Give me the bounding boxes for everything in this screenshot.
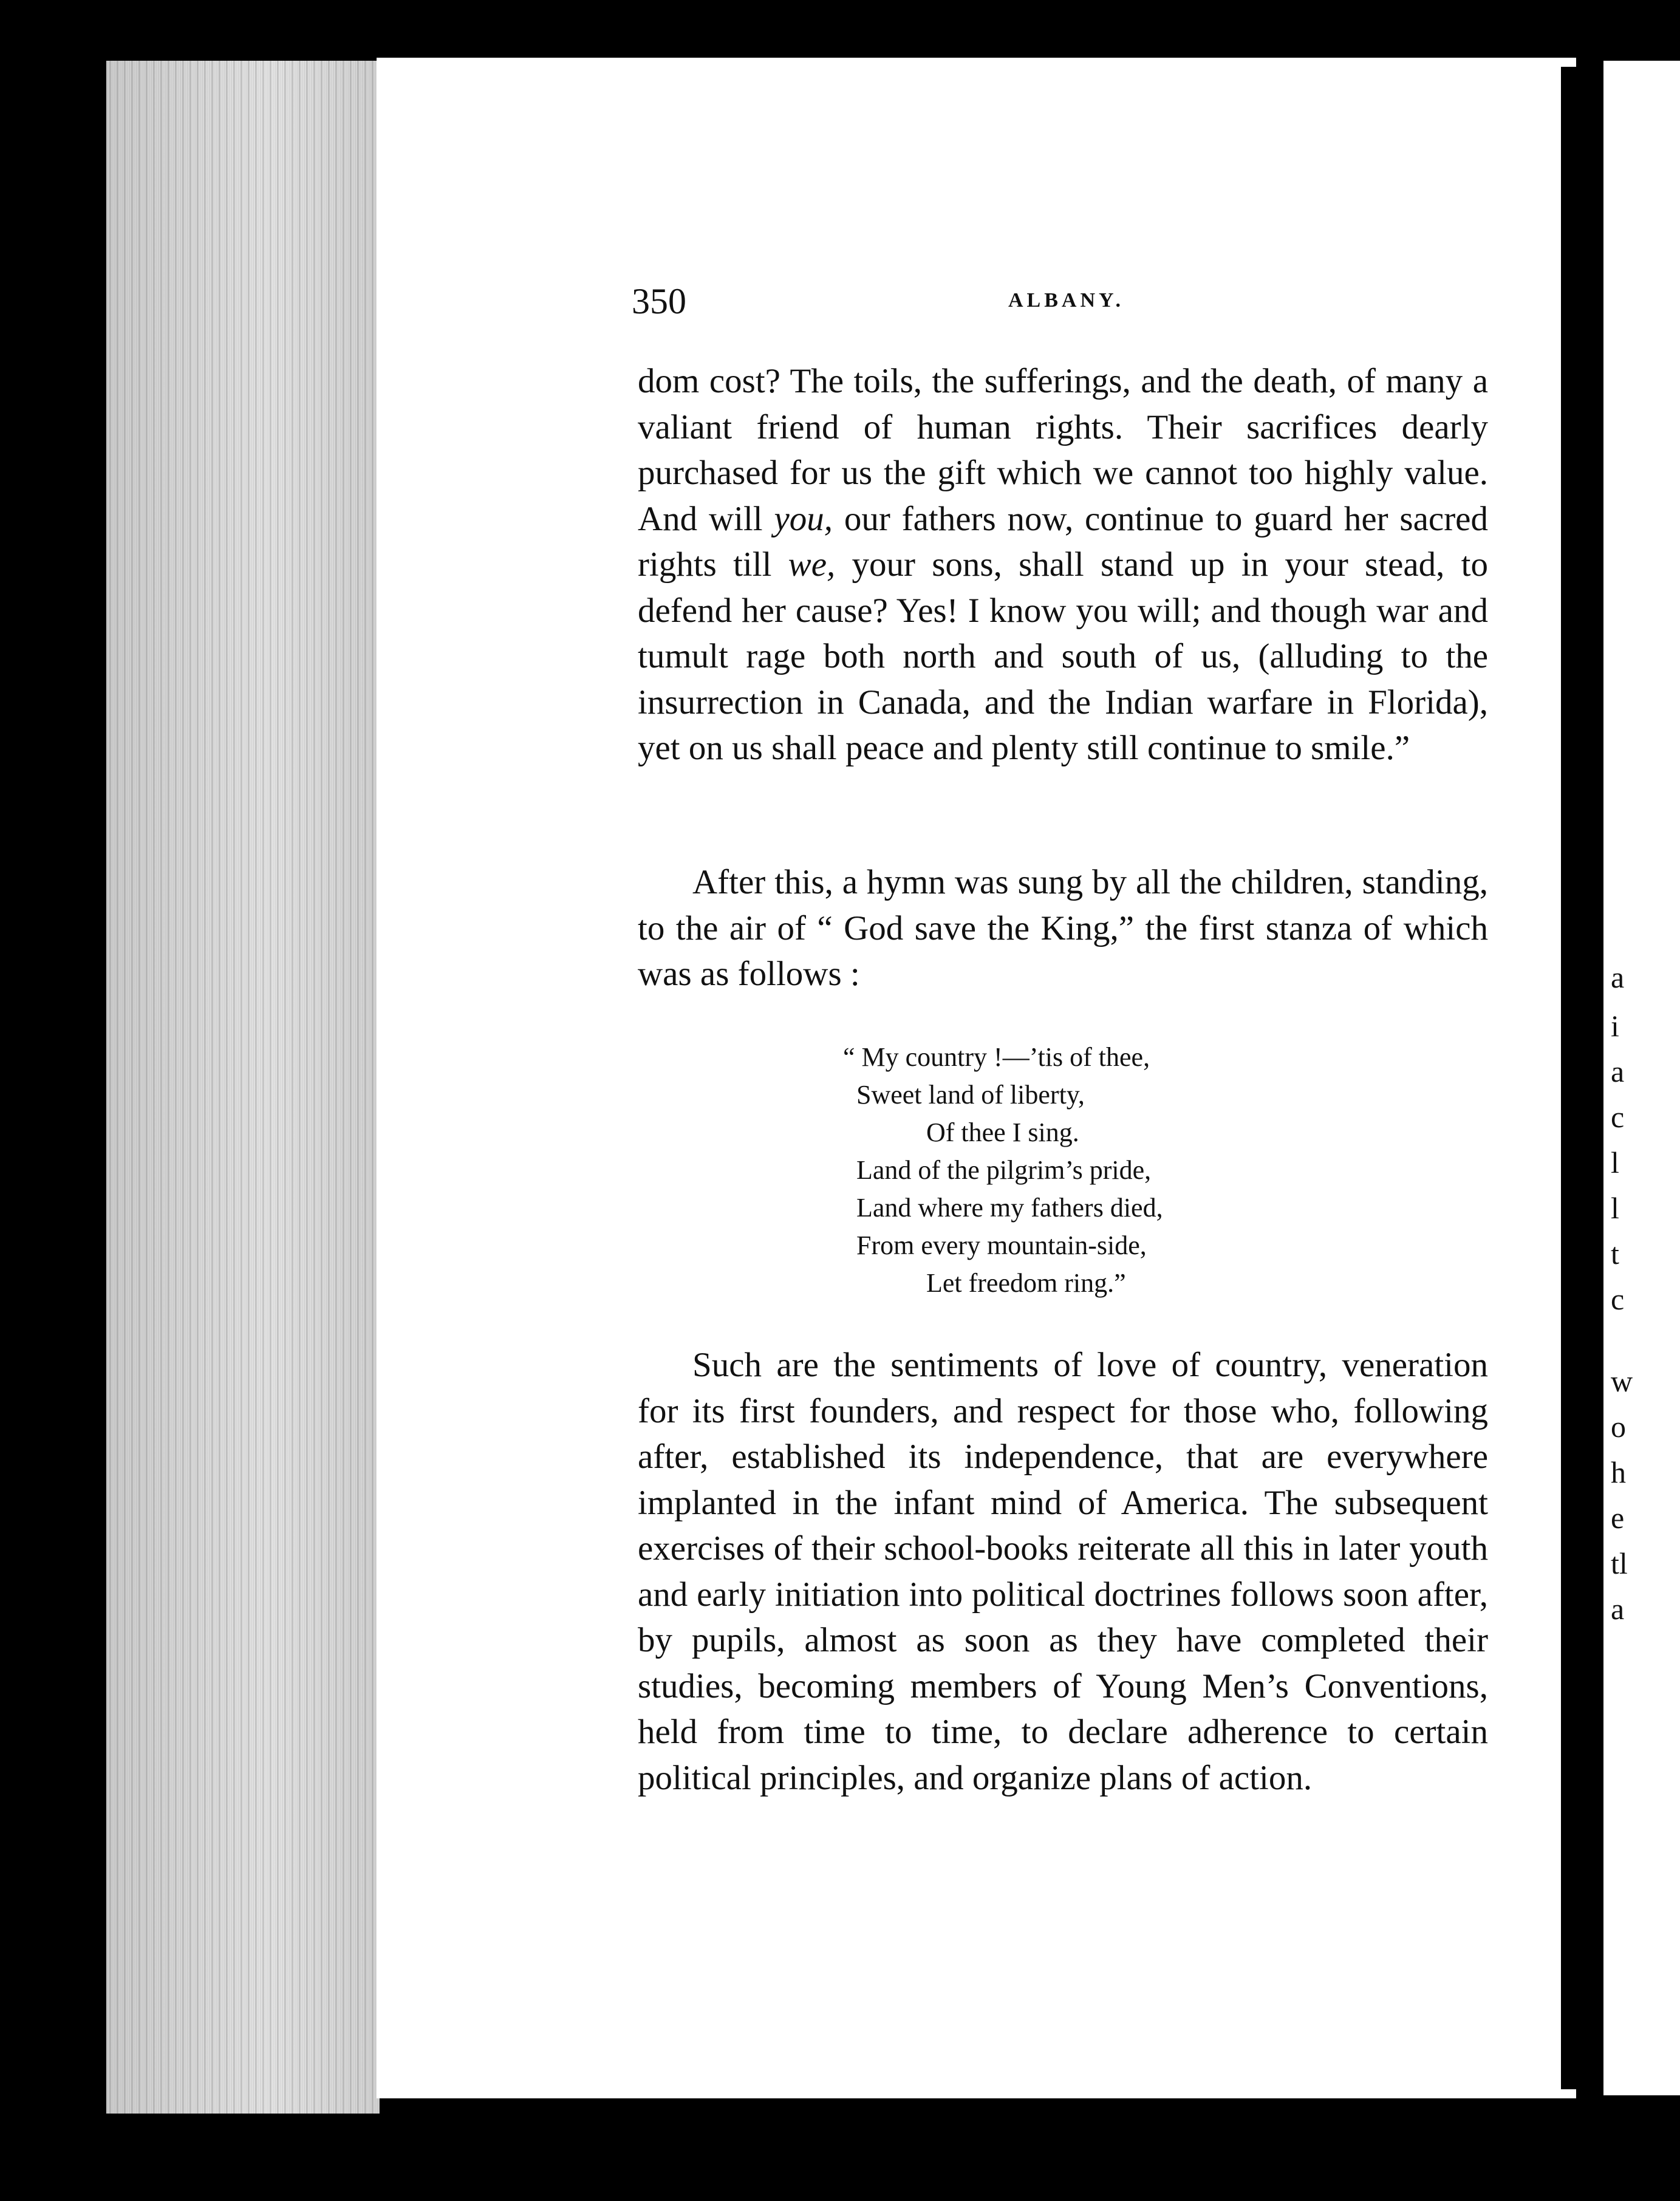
page-number: 350 — [632, 281, 686, 321]
facing-page-edge — [1603, 61, 1680, 2095]
facing-page-fragment: i — [1611, 1009, 1619, 1043]
scan-speck — [1574, 972, 1579, 975]
poem-line: From every mountain-side, — [856, 1230, 1147, 1260]
facing-page-fragment: a — [1611, 960, 1625, 994]
paragraph-3: Such are the sentiments of love of country, veneration for its first founders, and respect for those who, following after, established its independence, that are everywhere implanted in the infant mind of America. The subsequent exercises of their school-books reiterate all this in later youth and early initiation into political doctrines follows soon after, by pupils, almost as soon as they have completed their studies, becoming members of Young Men’s Conventions, held from time to time, to declare adherence to certain political principles, and organize plans of action. — [638, 1346, 1488, 1797]
poem-line: Land where my fathers died, — [856, 1193, 1163, 1223]
paragraph-1 — [638, 358, 1488, 771]
facing-page-fragment: w — [1611, 1364, 1633, 1398]
facing-page-fragment: l — [1611, 1191, 1619, 1225]
facing-page-fragment: tl — [1611, 1546, 1628, 1580]
running-head — [632, 281, 1470, 329]
facing-page-fragment: o — [1611, 1410, 1626, 1444]
paragraph-1-before: dom cost? The toils, the sufferings, and the death, of many a valiant friend of human rights. Their sacrifices dearly purchased for us the gift which we cannot too highly value. And will — [638, 362, 1488, 538]
facing-page-fragment: a — [1611, 1592, 1625, 1626]
facing-page-fragment: a — [1611, 1054, 1625, 1088]
facing-page-fragment: t — [1611, 1237, 1619, 1271]
paragraph-2: After this, a hymn was sung by all the children, standing, to the air of “ God save the King,” the first stanza of which was as follows : — [638, 863, 1488, 993]
poem-line: Let freedom ring.” — [926, 1268, 1126, 1298]
poem-line: Sweet land of liberty, — [856, 1080, 1085, 1110]
paragraph-1-after: your sons, shall stand up in your stead, to defend her cause? Yes! I know you will; and though war and tumult rage both north and south of us, (alluding to the insurrection in Canada, and the Indian warfare in Florida), yet on us shall peace and plenty still continue to smile.” — [638, 545, 1488, 767]
book-gutter — [1561, 67, 1603, 2089]
page-edges — [106, 61, 380, 2114]
running-title: ALBANY. — [1008, 289, 1124, 312]
scan-speck — [1573, 1263, 1579, 1268]
facing-page-fragment: c — [1611, 1282, 1625, 1316]
facing-page-fragment: l — [1611, 1145, 1619, 1179]
emphasis-you: you, — [774, 499, 833, 538]
facing-page-fragment: h — [1611, 1455, 1626, 1489]
facing-page-fragment: e — [1611, 1501, 1625, 1535]
poem-line: Land of the pilgrim’s pride, — [856, 1155, 1152, 1185]
facing-page-fragment: c — [1611, 1100, 1625, 1134]
emphasis-we: we, — [788, 545, 836, 584]
poem-line: “ My country !—’tis of thee, — [843, 1042, 1150, 1072]
poem-stanza — [843, 1039, 1342, 1302]
paragraph-1-middle: our fathers now, continue to guard her sacred rights till — [638, 499, 1488, 584]
poem-line: Of thee I sing. — [926, 1118, 1079, 1147]
